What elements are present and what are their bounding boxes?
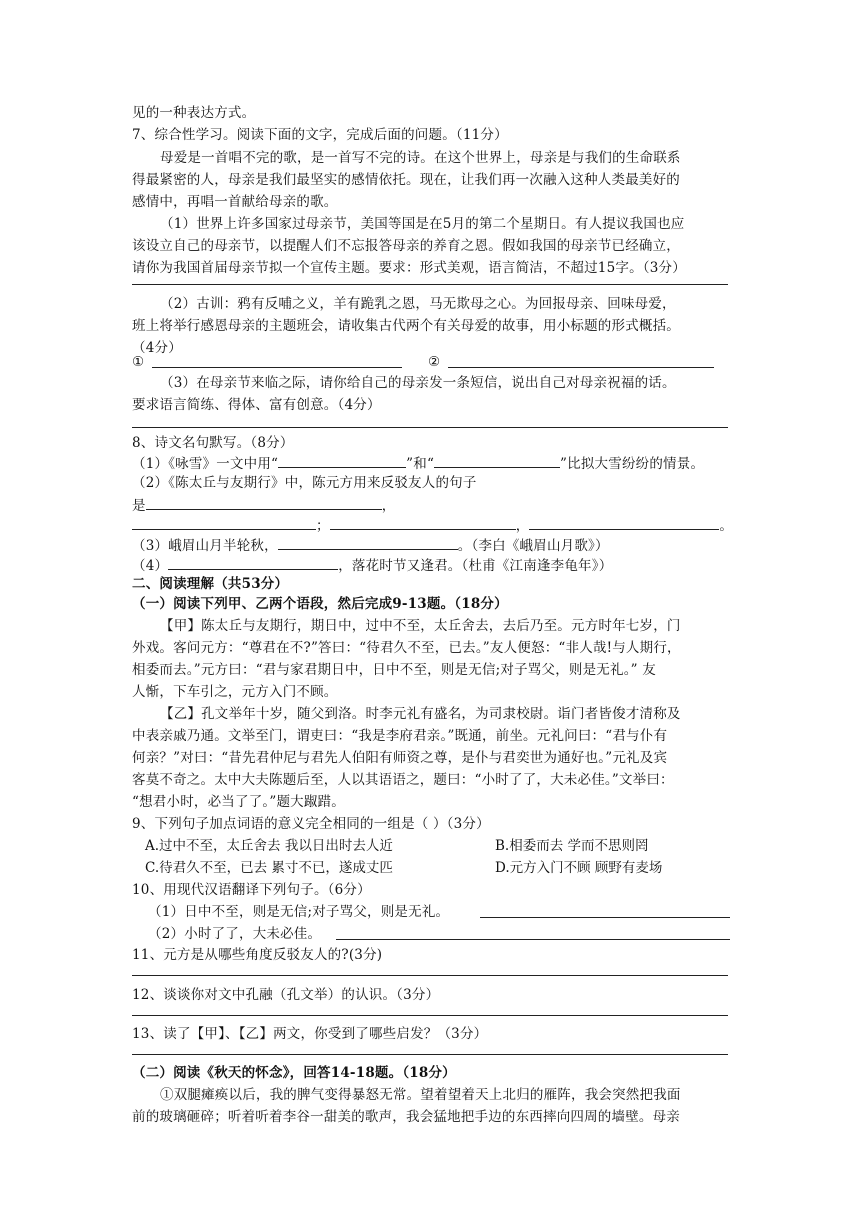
question-11: 11、元方是从哪些角度反驳友人的?(3分) [132,947,383,963]
section-2-2-heading: （二）阅读《秋天的怀念》，回答14-18题。（18分） [132,1065,456,1081]
text-line: 是 ， [132,495,395,516]
section-2-1-heading: （一）阅读下列甲、乙两个语段，然后完成9-13题。（18分） [132,596,508,612]
passage-yi-line: 【乙】孔文举年十岁，随父到洛。时李元礼有盛名，为司隶校尉。诣门者皆俊才清称及 [160,706,681,722]
question-12: 12、谈谈你对文中孔融（孔文举）的认识。（3分） [132,987,440,1003]
text-line: （4分） [132,340,182,356]
text-line: 得最紧密的人，母亲是我们最坚实的感情依托。现在，让我们再一次融入这种人类最美好的 [132,172,680,188]
question-7-heading: 7、综合性学习。阅读下面的文字，完成后面的问题。（11分） [132,127,508,143]
text-line: （2）《陈太丘与友期行》中，陈元方用来反驳友人的句子 [132,475,477,491]
question-8-heading: 8、诗文名句默写。（8分） [132,435,294,451]
passage-yi-line: 何亲？”对曰：“昔先君仲尼与君先人伯阳有师资之尊，是仆与君奕世为通好也。”元礼及宾 [132,750,668,766]
text-line: （4） ，落花时节又逢君。（杜甫《江南逢李龟年》） [132,555,612,576]
answer-line[interactable] [132,975,728,976]
passage-yi-line: “想君小时，必当了了。”题大踧踖。 [132,794,345,810]
question-9: 9、下列句子加点词语的意义完全相同的一组是（ ）（3分） [132,816,490,832]
answer-line[interactable] [132,1054,728,1055]
answer-line[interactable] [336,939,730,940]
option-d[interactable]: D.元方入门不顾 顾野有麦场 [495,860,663,876]
text-line: 见的一种表达方式。 [132,105,256,121]
answer-line[interactable] [132,284,728,285]
text-line: （3）在母亲节来临之际，请你给自己的母亲发一条短信，说出自己对母亲祝福的话。 [160,375,676,391]
section-2-heading: 二、阅读理解（共53分） [132,576,289,592]
passage-jia-line: 【甲】陈太丘与友期行，期日中，过中不至，太丘舍去，去后乃至。元方时年七岁，门 [160,618,681,634]
fill-blank[interactable] [168,555,338,570]
option-a[interactable]: A.过中不至，太丘舍去 我以日出时去人近 [145,838,393,854]
passage-jia-line: 外戏。客问元方：“尊君在不?”答曰：“待君久不至，已去。”友人便怒：“非人哉!与人期行， [132,640,681,656]
fill-blank[interactable] [146,495,382,510]
option-b[interactable]: B.相委而去 学而不思则罔 [495,838,649,854]
fill-blank[interactable] [529,515,719,530]
answer-line[interactable] [480,917,730,918]
text-line: 要求语言简练、得体、富有创意。（4分） [132,397,381,413]
passage-line: ①双腿瘫痪以后，我的脾气变得暴怒无常。望着望着天上北归的雁阵，我会突然把我面 [160,1087,681,1103]
passage-jia-line: 相委而去。”元方曰：“君与家君期日中，日中不至，则是无信;对子骂父，则是无礼。” 友 [132,662,656,678]
fill-blank[interactable] [278,453,406,468]
text-line: 感情中，再唱一首献给母亲的歌。 [132,194,338,210]
question-10-2: （2）小时了了，大未必佳。 [148,926,322,942]
passage-yi-line: 客莫不奇之。太中大夫陈题后至，人以其语语之，题曰：“小时了了，大未必佳。”文举曰： [132,772,674,788]
answer-label-1: ① [132,354,145,370]
fill-blank[interactable] [330,515,516,530]
answer-line[interactable] [132,1015,728,1016]
text-line: 母爱是一首唱不完的歌，是一首写不完的诗。在这个世界上，母亲是与我们的生命联系 [160,150,681,166]
fill-blank[interactable] [278,535,458,550]
question-13: 13、读了【甲】、【乙】两文，你受到了哪些启发？（3分） [132,1026,488,1042]
passage-line: 前的玻璃砸碎；听着听着李谷一甜美的歌声，我会猛地把手边的东西摔向四周的墙壁。母亲 [132,1109,680,1125]
text-line: （2）古训：鸦有反哺之义，羊有跪乳之恩，马无欺母之心。为回报母亲、回味母爱， [160,296,676,312]
text-line: ； ， 。 [132,515,733,536]
text-line: （1）《咏雪》一文中用“ ”和“ ”比拟大雪纷纷的情景。 [132,453,704,474]
passage-yi-line: 中表亲戚乃通。文举至门，谓吏曰：“我是李府君亲。”既通，前坐。元礼问曰：“君与仆有 [132,728,668,744]
passage-jia-line: 人惭，下车引之，元方入门不顾。 [132,684,338,700]
question-10: 10、用现代汉语翻译下列句子。（6分） [132,882,371,898]
text-line: （1）世界上许多国家过母亲节，美国等国是在5月的第二个星期日。有人提议我国也应 [160,216,685,232]
text-line: （3）峨眉山月半轮秋， 。（李白《峨眉山月歌》） [132,535,609,556]
answer-line[interactable] [448,367,714,368]
answer-line[interactable] [152,367,402,368]
answer-line[interactable] [132,427,728,428]
fill-blank[interactable] [132,515,316,530]
text-line: 请你为我国首届母亲节拟一个宣传主题。要求：形式美观，语言简洁，不超过15字。（3分） [132,260,686,276]
text-line: 该设立自己的母亲节，以提醒人们不忘报答母亲的养育之恩。假如我国的母亲节已经确立， [132,238,680,254]
question-10-1: （1）日中不至，则是无信;对子骂父，则是无礼。 [148,904,450,920]
fill-blank[interactable] [434,453,560,468]
answer-label-2: ② [428,354,441,370]
option-c[interactable]: C.待君久不至，已去 累寸不已，遂成丈匹 [145,860,393,876]
text-line: 班上将举行感恩母亲的主题班会，请收集古代两个有关母爱的故事，用小标题的形式概括。 [132,318,680,334]
